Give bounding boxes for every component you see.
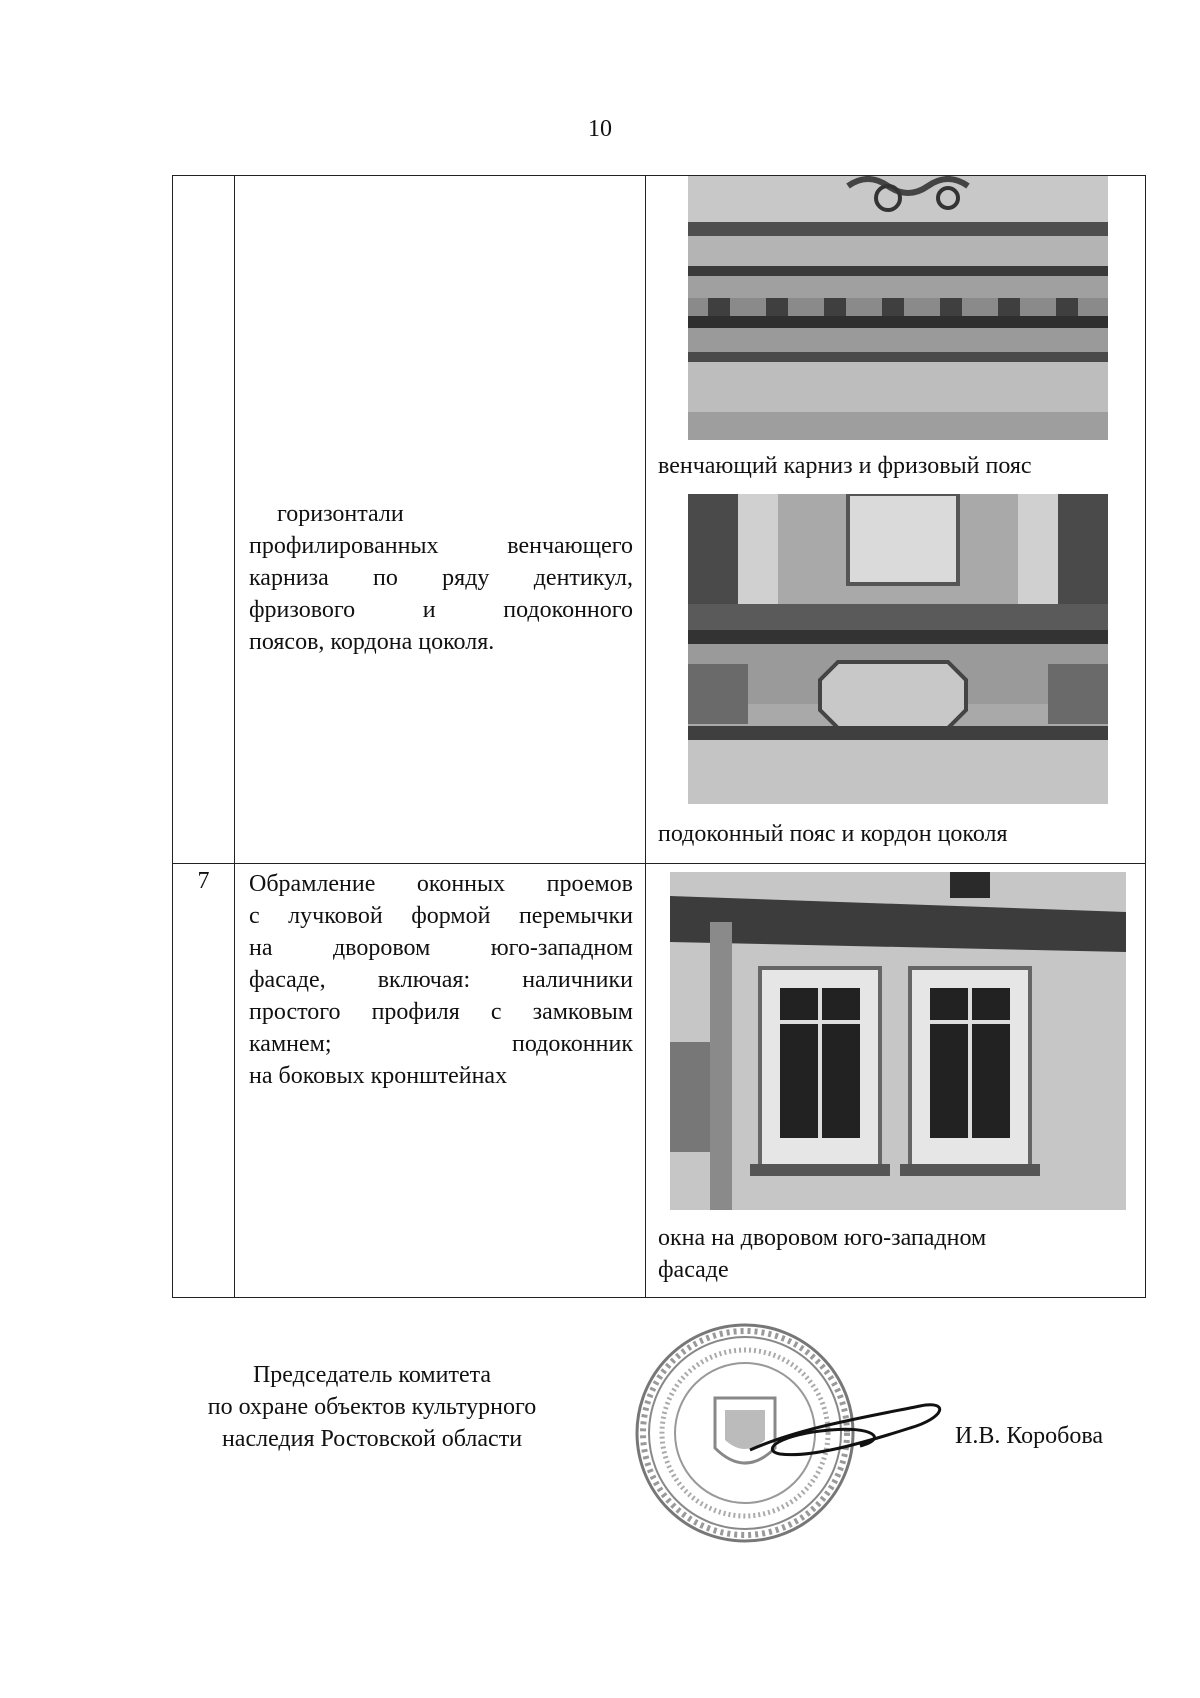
- description-cell: [235, 864, 646, 1298]
- table-row: [173, 176, 1146, 864]
- description-line: поясов, кордона цоколя.: [249, 629, 495, 655]
- table-row: [173, 864, 1146, 1298]
- photo-caption: подоконный пояс и кордон цоколя: [658, 821, 1008, 847]
- signatory-title: [172, 1359, 572, 1455]
- description-line: фасаде, включая: наличники: [249, 967, 633, 993]
- cornice-photo-icon: [688, 176, 1145, 440]
- description-line: простого профиля с замковым: [249, 999, 633, 1025]
- windows-facade-photo-icon: [670, 872, 1145, 1210]
- description-line: на боковых кронштейнах: [249, 1063, 508, 1089]
- heritage-elements-table: [172, 175, 1146, 1298]
- photo-caption: венчающий карниз и фризовый пояс: [658, 453, 1032, 479]
- photo-cell: [646, 864, 1146, 1298]
- signatory-title-line: по охране объектов культурного: [207, 1394, 537, 1420]
- row-number-cell: [173, 864, 235, 1298]
- description-line: профилированных венчающего: [249, 533, 633, 559]
- photo-cell: [646, 176, 1146, 864]
- window-sill-belt-photo-icon: [688, 494, 1145, 804]
- page-number: 10: [588, 116, 612, 142]
- description-line: карниза по ряду дентикул,: [249, 565, 633, 591]
- caption-line: окна на дворовом юго-западном: [658, 1225, 987, 1251]
- signatory-title-line: Председатель комитета: [252, 1362, 492, 1388]
- signatory-name: И.В. Коробова: [955, 1423, 1104, 1449]
- description-line: горизонтали: [277, 501, 404, 527]
- description-line: камнем; подоконник: [249, 1031, 633, 1057]
- description-cell: [235, 176, 646, 864]
- photo-caption: [646, 1222, 1145, 1286]
- description-line: фризового и подоконного: [249, 597, 633, 623]
- caption-line: фасаде: [658, 1257, 729, 1283]
- row-number: 7: [197, 868, 210, 894]
- description-line: с лучковой формой перемычки: [249, 903, 633, 929]
- handwritten-signature-icon: [740, 1388, 950, 1468]
- description-line: на дворовом юго-западном: [249, 935, 633, 961]
- row-number-cell: [173, 176, 235, 864]
- description-line: Обрамление оконных проемов: [249, 871, 633, 897]
- signatory-title-line: наследия Ростовской области: [221, 1426, 523, 1452]
